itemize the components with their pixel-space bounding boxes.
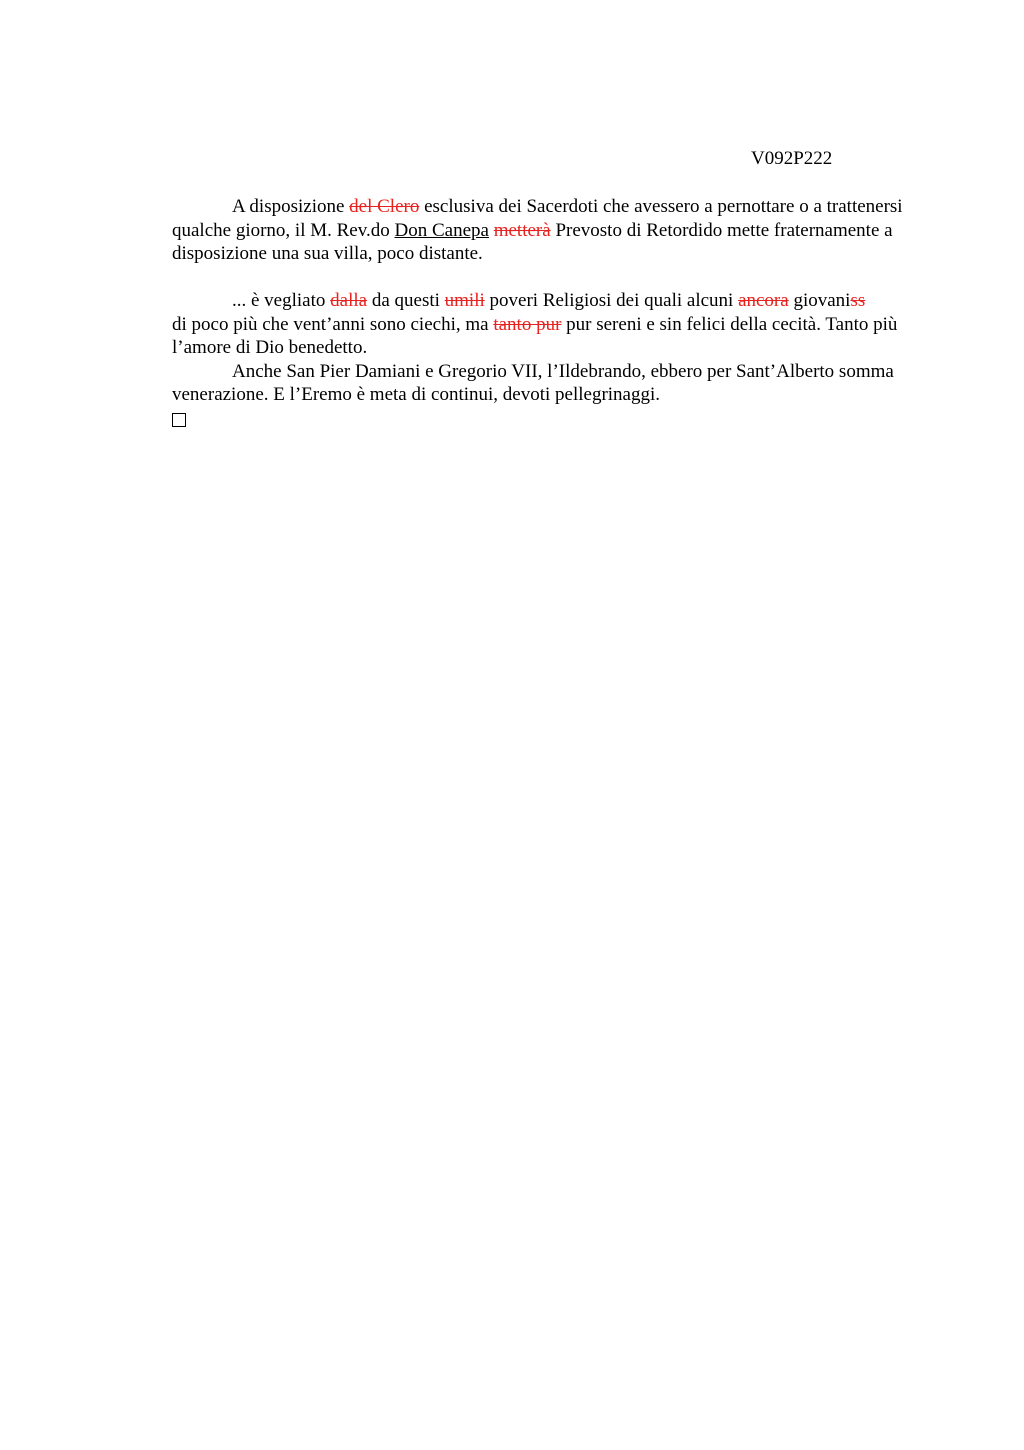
- text-run: A disposizione: [232, 196, 350, 217]
- text-run: esclusiva dei Sacerdoti che avessero a pernottare o a trattenersi qualche giorno, il M. Rev.do: [172, 196, 903, 241]
- deleted-text: metterà: [493, 219, 551, 241]
- text-run: Anche San Pier Damiani e Gregorio VII, l’Ildebrando, ebbero per Sant’Alberto somma venerazione. E l’Eremo è meta di continui, devoti pellegrinaggi.: [172, 360, 894, 405]
- underlined-name: Don Canepa: [394, 219, 489, 241]
- paragraph-spacer: [172, 266, 912, 290]
- deleted-text: dalla: [330, 290, 368, 311]
- paragraph-religiosi: [172, 289, 912, 360]
- end-marker: [172, 407, 912, 431]
- deleted-text: ss: [850, 290, 866, 311]
- deleted-text: umili: [444, 290, 485, 311]
- paragraph-anche: [172, 360, 912, 407]
- text-run: ... è vegliato: [232, 290, 331, 311]
- document-body: [172, 195, 912, 430]
- page-identifier: V092P222: [751, 148, 833, 169]
- text-run: Prevosto di Retordido mette fraternamente a disposizione una sua villa, poco distante.: [172, 219, 893, 264]
- paragraph-villa: [172, 195, 912, 266]
- square-outline-icon: [172, 413, 186, 427]
- deleted-text: del Clero: [349, 196, 420, 217]
- text-run: poveri Religiosi dei quali alcuni: [484, 290, 739, 311]
- text-run: pur sereni e sin felici della cecità. Tanto più l’amore di Dio benedetto.: [172, 313, 898, 358]
- text-run: da questi: [367, 290, 445, 311]
- deleted-text: tanto pur: [493, 313, 562, 335]
- deleted-text: ancora: [738, 290, 789, 311]
- text-run: giovani: [788, 290, 851, 311]
- text-run: di poco più che vent’anni sono ciechi, ma: [172, 313, 494, 335]
